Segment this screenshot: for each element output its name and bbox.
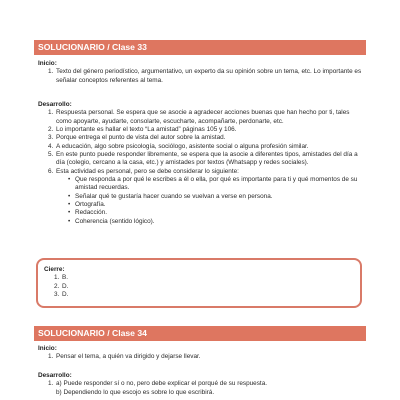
list-item: 1. Pensar el tema, a quién va dirigido y dejarse llevar. [48,353,201,361]
list-item: • Coherencia (sentido lógico). [68,218,364,226]
list-item: • Redacción. [68,209,364,217]
list-item: 1. B. [54,274,69,282]
clase-33-header: SOLUCIONARIO / Clase 33 [34,40,366,55]
list-item: • Ortografía. [68,201,364,209]
clase-33-inicio [38,60,364,85]
clase-33-desarrollo [38,101,364,226]
list-item: • Señalar qué te gustaría hacer cuando se vuelvan a verse en persona. [68,193,364,201]
list-item: 3. D. [54,290,69,298]
list-item: 6. Esta actividad es personal, pero se debe considerar lo siguiente: • Que responda a por qué le escribes a él o ella, por qué es importante para ti y qué momentos de su amistad recuerdas. • Señalar qué te gustaría hacer cuando se vuelvan a verse en persona. • Ortografía. • Redacción. • Coherencia (sentido lógico). [48,168,364,226]
list-item: 5. En este punto puede responder libremente, se espera que la asocie a diferentes tipos, amistades del día a día (colegio, cercano a la casa, etc.) y amistades por textos (Whatsapp y redes sociales). [48,150,358,167]
desarrollo-list [38,380,364,397]
cierre-list [44,274,354,299]
list-item: • Que responda a por qué le escribes a él o ella, por qué es importante para ti y qué momentos de su amistad recuerdas. [68,176,364,193]
list-item: 1. Texto del género periodístico, argumentativo, un experto da su opinión sobre un tema, etc. Lo importante es señalar conceptos referentes al tema. [48,68,362,84]
list-item: 2. D. [54,282,69,290]
list-item: 1. a) Puede responder sí o no, pero debe explicar el porqué de su respuesta. [48,380,268,388]
clase-34-desarrollo [38,372,364,397]
desarrollo-label: Desarrollo: [38,372,72,379]
list-item: b) Dependiendo lo que escojo es sobre lo que escribirá. [56,388,215,396]
list-item: 2. Lo importante es hallar el texto “La amistad” páginas 105 y 106. [48,125,237,133]
list-item: 4. A educación, algo sobre psicología, sociólogo, asistente social o alguna profesión similar. [48,142,309,150]
inicio-list [38,68,364,85]
clase-34-header: SOLUCIONARIO / Clase 34 [34,326,366,341]
list-item: 3. Porque entrega el punto de vista del autor sobre la amistad. [48,134,226,142]
cierre-label: Cierre: [44,266,65,273]
desarrollo-label: Desarrollo: [38,101,72,108]
inicio-label: Inicio: [38,345,57,352]
criteria-list [56,176,364,226]
list-item: 1. Respuesta personal. Se espera que se asocie a agradecer acciones buenas que han hecho por ti, tales como apoyarte, ayudarte, consolarte, escucharte, acompañarte, perdonarte, etc. [48,109,350,125]
clase-34-inicio [38,345,364,362]
inicio-list [38,353,364,361]
cierre-box [36,258,362,308]
desarrollo-list [38,109,364,226]
inicio-label: Inicio: [38,60,57,67]
